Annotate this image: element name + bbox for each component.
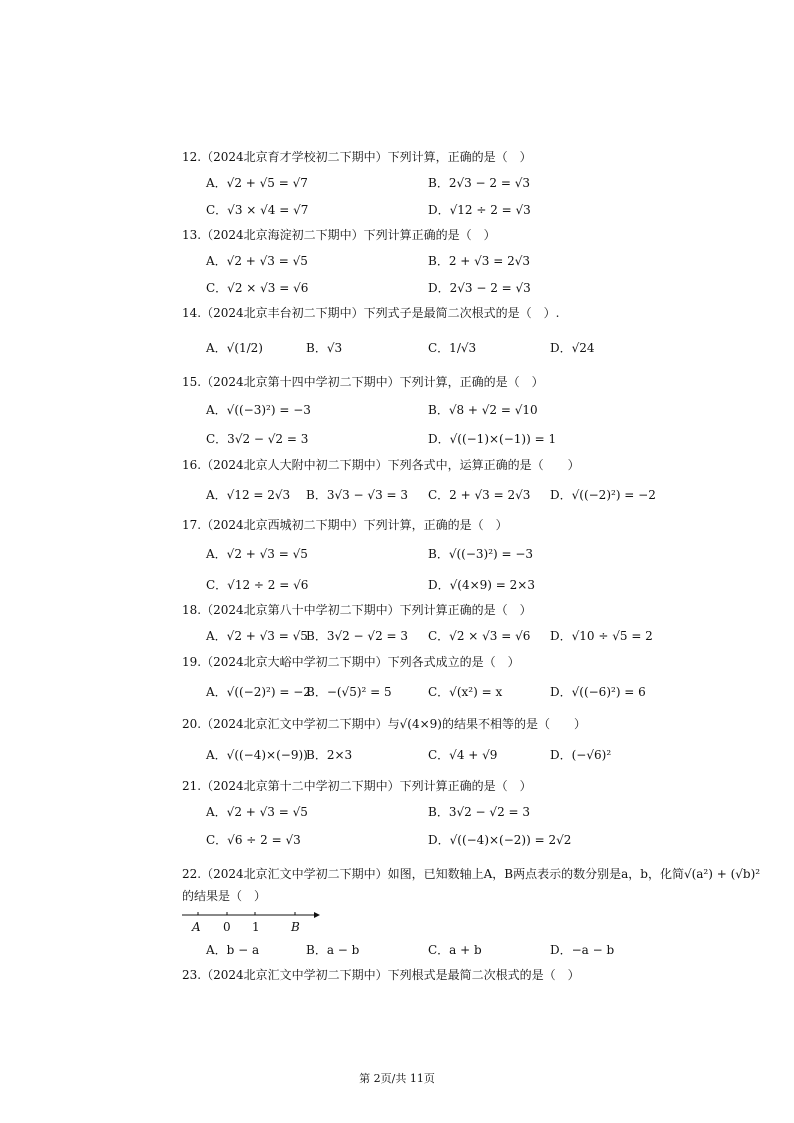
question-16-stem: 16.（2024北京人大附中初二下期中）下列各式中，运算正确的是（ ） xyxy=(182,458,580,472)
question-19-option-c: C．√(x²) = x xyxy=(428,685,503,699)
question-14-option-a: A．√(1/2) xyxy=(206,341,263,355)
question-20-option-a: A．√((−4)×(−9)) xyxy=(206,748,308,762)
question-13-option-a: A．√2 + √3 = √5 xyxy=(206,254,308,268)
question-22-option-b: B．a − b xyxy=(306,943,360,957)
question-12-option-a: A．√2 + √5 = √7 xyxy=(206,176,308,190)
question-19-option-a: A．√((−2)²) = −2 xyxy=(206,685,311,699)
question-23-stem: 23.（2024北京汇文中学初二下期中）下列根式是最简二次根式的是（ ） xyxy=(182,968,580,982)
question-18-option-a: A．√2 + √3 = √5 xyxy=(206,629,308,643)
question-22-option-c: C．a + b xyxy=(428,943,482,957)
question-15-option-b: B．√8 + √2 = √10 xyxy=(428,403,538,417)
question-20-option-c: C．√4 + √9 xyxy=(428,748,498,762)
question-12-option-b: B．2√3 − 2 = √3 xyxy=(428,176,531,190)
question-12-option-c: C．√3 × √4 = √7 xyxy=(206,203,309,217)
question-22-option-a: A．b − a xyxy=(206,943,260,957)
question-14-option-d: D．√24 xyxy=(550,341,595,355)
question-19-stem: 19.（2024北京大峪中学初二下期中）下列各式成立的是（ ） xyxy=(182,655,520,669)
question-20-stem: 20.（2024北京汇文中学初二下期中）与√(4×9)的结果不相等的是（ ） xyxy=(182,717,586,731)
question-14-option-c: C．1/√3 xyxy=(428,341,477,355)
question-18-option-b: B．3√2 − √2 = 3 xyxy=(306,629,409,643)
question-18-option-d: D．√10 ÷ √5 = 2 xyxy=(550,629,653,643)
question-21-option-b: B．3√2 − √2 = 3 xyxy=(428,805,531,819)
question-22-stem-continued: 的结果是（ ） xyxy=(182,889,267,903)
question-17-option-a: A．√2 + √3 = √5 xyxy=(206,547,308,561)
question-17-option-d: D．√(4×9) = 2×3 xyxy=(428,578,535,592)
question-12-option-d: D．√12 ÷ 2 = √3 xyxy=(428,203,531,217)
question-16-option-a: A．√12 = 2√3 xyxy=(206,488,291,502)
question-20-option-d: D．(−√6)² xyxy=(550,748,612,762)
question-22-option-d: D．−a − b xyxy=(550,943,615,957)
number-line-label-a: A xyxy=(192,920,201,934)
question-17-option-c: C．√12 ÷ 2 = √6 xyxy=(206,578,309,592)
question-17-option-b: B．√((−3)²) = −3 xyxy=(428,547,534,561)
question-20-option-b: B．2×3 xyxy=(306,748,353,762)
question-14-option-b: B．√3 xyxy=(306,341,343,355)
question-15-stem: 15.（2024北京第十四中学初二下期中）下列计算，正确的是（ ） xyxy=(182,375,544,389)
question-19-option-d: D．√((−6)²) = 6 xyxy=(550,685,646,699)
question-16-option-b: B．3√3 − √3 = 3 xyxy=(306,488,409,502)
number-line-label-zero: 0 xyxy=(223,920,231,934)
number-line-label-b: B xyxy=(291,920,300,934)
number-line xyxy=(182,908,322,934)
question-16-option-c: C．2 + √3 = 2√3 xyxy=(428,488,531,502)
question-21-option-d: D．√((−4)×(−2)) = 2√2 xyxy=(428,833,572,847)
question-18-option-c: C．√2 × √3 = √6 xyxy=(428,629,531,643)
question-21-stem: 21.（2024北京第十二中学初二下期中）下列计算正确的是（ ） xyxy=(182,779,532,793)
question-13-option-c: C．√2 × √3 = √6 xyxy=(206,281,309,295)
question-22-stem: 22.（2024北京汇文中学初二下期中）如图，已知数轴上A，B两点表示的数分别是a，b，化简√(a²) + (√b)² xyxy=(182,867,761,881)
question-21-option-c: C．√6 ÷ 2 = √3 xyxy=(206,833,301,847)
question-19-option-b: B．−(√5)² = 5 xyxy=(306,685,392,699)
question-13-option-b: B．2 + √3 = 2√3 xyxy=(428,254,531,268)
question-18-stem: 18.（2024北京第八十中学初二下期中）下列计算正确的是（ ） xyxy=(182,603,532,617)
question-13-stem: 13.（2024北京海淀初二下期中）下列计算正确的是（ ） xyxy=(182,228,496,242)
page-number-footer: 第 2页/共 11页 xyxy=(359,1072,435,1085)
question-14-stem: 14.（2024北京丰台初二下期中）下列式子是最简二次根式的是（ ）. xyxy=(182,306,560,320)
question-15-option-a: A．√((−3)²) = −3 xyxy=(206,403,311,417)
question-15-option-d: D．√((−1)×(−1)) = 1 xyxy=(428,432,557,446)
question-21-option-a: A．√2 + √3 = √5 xyxy=(206,805,308,819)
question-17-stem: 17.（2024北京西城初二下期中）下列计算，正确的是（ ） xyxy=(182,518,508,532)
question-15-option-c: C．3√2 − √2 = 3 xyxy=(206,432,309,446)
number-line-label-one: 1 xyxy=(252,920,260,934)
question-13-option-d: D．2√3 − 2 = √3 xyxy=(428,281,531,295)
question-16-option-d: D．√((−2)²) = −2 xyxy=(550,488,656,502)
question-12-stem: 12.（2024北京育才学校初二下期中）下列计算，正确的是（ ） xyxy=(182,150,532,164)
